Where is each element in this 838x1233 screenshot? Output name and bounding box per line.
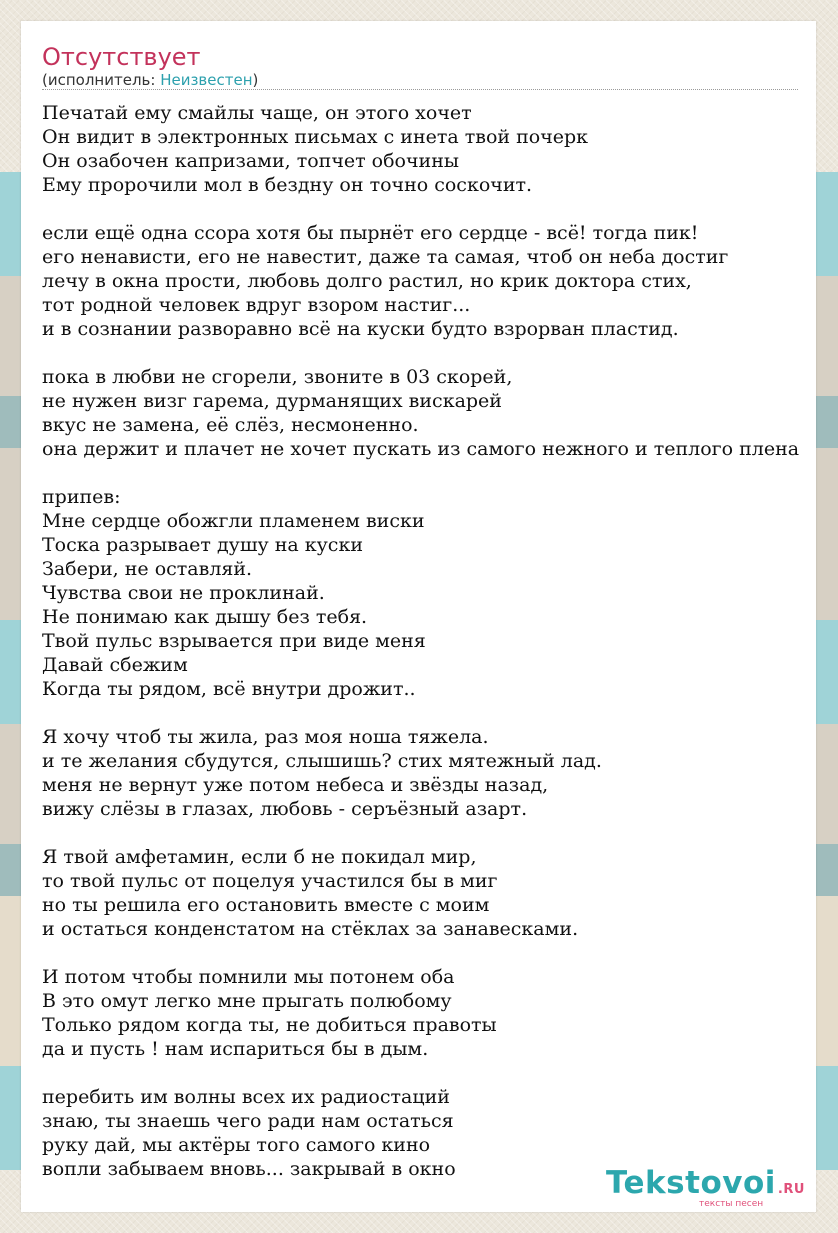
lyric-line: Печатай ему смайлы чаще, он этого хочет: [42, 102, 472, 124]
lyric-line: перебить им волны всех их радиостаций: [42, 1086, 450, 1108]
lyric-line: Мне сердце обожгли пламенем виски: [42, 510, 425, 532]
lyric-line: меня не вернут уже потом небеса и звёзды назад,: [42, 774, 549, 796]
lyric-line: вопли забываем вновь... закрывай в окно: [42, 1158, 456, 1180]
lyric-line: Ему пророчили мол в бездну он точно соскочит.: [42, 174, 533, 196]
lyric-line: Только рядом когда ты, не добиться правоты: [42, 1014, 497, 1036]
stanza-break: [42, 1061, 816, 1085]
lyric-line: Он озабочен капризами, топчет обочины: [42, 150, 459, 172]
lyric-line: Не понимаю как дышу без тебя.: [42, 606, 368, 628]
lyric-line: пока в любви не сгорели, звоните в 03 скорей,: [42, 366, 513, 388]
lyric-line: и остаться конденстатом на стёклах за занавесками.: [42, 918, 579, 940]
lyric-line: руку дай, мы актёры того самого кино: [42, 1134, 431, 1156]
lyric-line: Твой пульс взрывается при виде меня: [42, 630, 426, 652]
lyrics-text: [42, 101, 816, 1181]
lyric-line: тот родной человек вдруг взором настиг...: [42, 294, 471, 316]
lyric-line: она держит и плачет не хочет пускать из самого нежного и теплого плена: [42, 438, 800, 460]
stanza-break: [42, 821, 816, 845]
lyric-line: припев:: [42, 486, 121, 508]
lyric-line: Он видит в электронных письмах с инета твой почерк: [42, 126, 589, 148]
lyric-line: вкус не замена, её слёз, несмоненно.: [42, 414, 419, 436]
lyric-line: если ещё одна ссора хотя бы пырнёт его сердце - всё! тогда пик!: [42, 222, 699, 244]
artist-line: [42, 70, 258, 90]
stanza-break: [42, 701, 816, 725]
lyrics-card: [21, 21, 816, 1212]
lyric-line: Когда ты рядом, всё внутри дрожит..: [42, 678, 416, 700]
song-title: Отсутствует: [42, 43, 201, 71]
artist-suffix: ): [252, 71, 259, 89]
lyric-line: и в сознании разворавно всё на куски будто взрорван пластид.: [42, 318, 679, 340]
lyric-line: Я хочу чтоб ты жила, раз моя ноша тяжела.: [42, 726, 489, 748]
artist-prefix: (исполнитель:: [42, 71, 161, 89]
lyric-line: и те желания сбудутся, слышишь? стих мятежный лад.: [42, 750, 602, 772]
lyric-line: лечу в окна прости, любовь долго растил, но крик доктора стих,: [42, 270, 692, 292]
lyric-line: Чувства свои не проклинай.: [42, 582, 325, 604]
lyric-line: вижу слёзы в глазах, любовь - серъёзный азарт.: [42, 798, 528, 820]
lyric-line: И потом чтобы помнили мы потонем оба: [42, 966, 455, 988]
stanza-break: [42, 461, 816, 485]
lyric-line: Давай сбежим: [42, 654, 188, 676]
logo-tld: .RU: [777, 1182, 805, 1197]
lyric-line: то твой пульс от поцелуя участился бы в миг: [42, 870, 498, 892]
stanza-break: [42, 341, 816, 365]
lyric-line: Забери, не оставляй.: [42, 558, 253, 580]
lyric-line: но ты решила его остановить вместе с моим: [42, 894, 490, 916]
stanza-break: [42, 197, 816, 221]
lyric-line: знаю, ты знаешь чего ради нам остаться: [42, 1110, 454, 1132]
logo-name: Tekstovoi: [606, 1165, 776, 1201]
title-divider: [42, 89, 798, 90]
lyric-line: да и пусть ! нам испариться бы в дым.: [42, 1038, 429, 1060]
lyric-line: не нужен визг гарема, дурманящих вискарей: [42, 390, 502, 412]
lyric-line: Тоска разрывает душу на куски: [42, 534, 363, 556]
logo-tagline: тексты песен: [699, 1199, 764, 1209]
artist-link[interactable]: Неизвестен: [160, 71, 253, 89]
lyric-line: В это омут легко мне прыгать полюбому: [42, 990, 452, 1012]
lyric-line: Я твой амфетамин, если б не покидал мир,: [42, 846, 477, 868]
lyric-line: его ненависти, его не навестит, даже та самая, чтоб он неба достиг: [42, 246, 729, 268]
site-logo[interactable]: [606, 1164, 811, 1208]
stanza-break: [42, 941, 816, 965]
